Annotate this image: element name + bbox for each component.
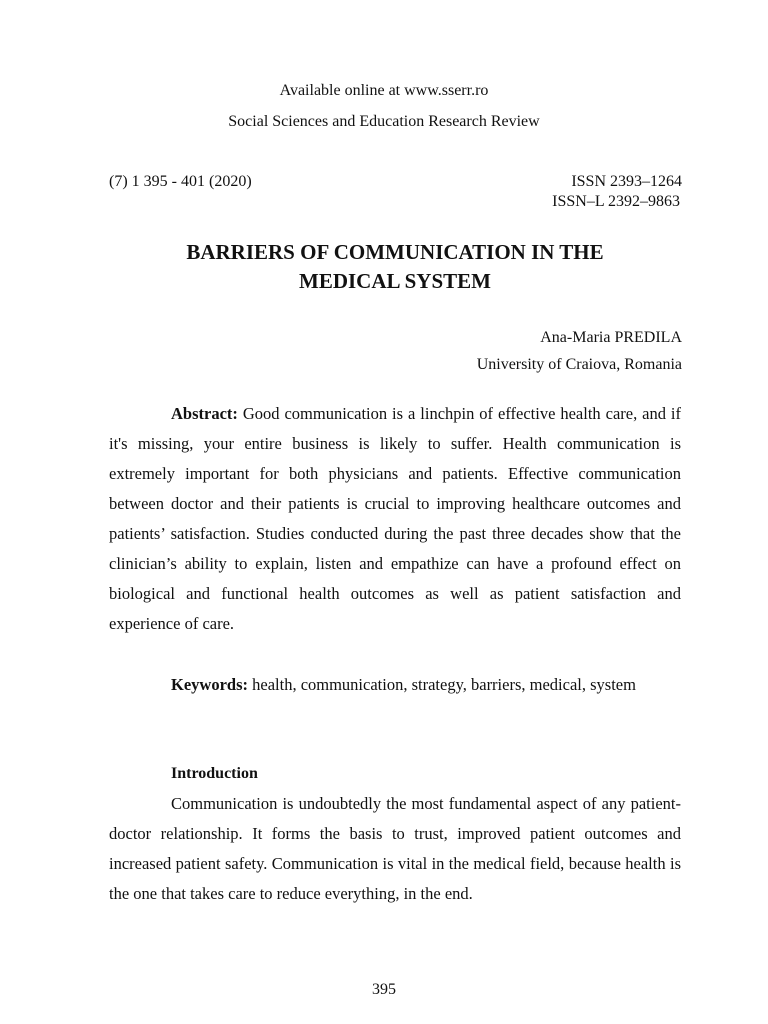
introduction-paragraph — [109, 789, 681, 909]
abstract-label: Abstract: — [171, 404, 238, 423]
article-title-line-2: MEDICAL SYSTEM — [299, 269, 491, 293]
journal-availability: Available online at www.sserr.ro — [279, 82, 489, 99]
journal-name: Social Sciences and Education Research Review — [228, 113, 540, 130]
volume-citation: (7) 1 395 - 401 (2020) — [109, 173, 252, 190]
keywords-text: health, communication, strategy, barriers, medical, system — [252, 675, 636, 694]
issn: ISSN 2393–1264 — [571, 173, 682, 190]
introduction-text: Communication is undoubtedly the most fundamental aspect of any patient-doctor relationship. It forms the basis to trust, improved patient outcomes and increased patient safety. Communication is vital in the medical field, because health is the one that takes care to reduce everything, in the end. — [109, 794, 681, 903]
author-name: Ana-Maria PREDILA — [540, 329, 682, 346]
page-number: 395 — [372, 981, 396, 998]
keywords-paragraph — [109, 670, 681, 700]
article-title-line-1: BARRIERS OF COMMUNICATION IN THE — [186, 240, 604, 264]
introduction-heading: Introduction — [171, 765, 258, 782]
issn-l: ISSN–L 2392–9863 — [552, 193, 680, 210]
abstract-paragraph — [109, 399, 681, 639]
abstract-text: Good communication is a linchpin of effective health care, and if it's missing, your entire business is likely to suffer. Health communication is extremely important for both physicians and patients. Effective communication between doctor and their patients is crucial to improving healthcare outcomes and patients’ satisfaction. Studies conducted during the past three decades show that the clinician’s ability to explain, listen and empathize can have a profound effect on biological and functional health outcomes as well as patient satisfaction and experience of care. — [109, 404, 682, 633]
keywords-label: Keywords: — [171, 675, 248, 694]
author-affiliation: University of Craiova, Romania — [476, 356, 682, 373]
